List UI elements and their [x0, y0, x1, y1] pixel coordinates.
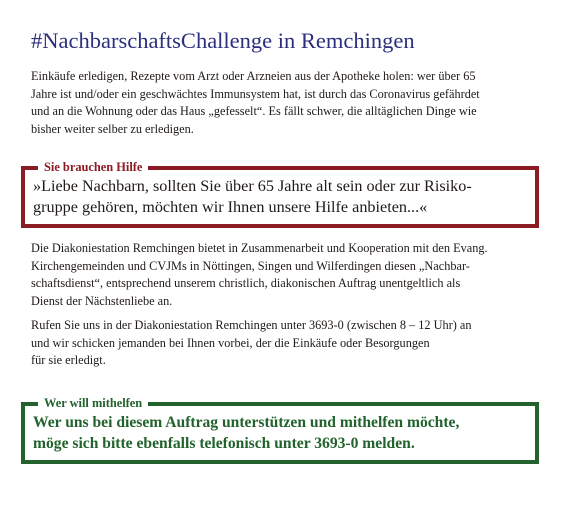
diakonie-paragraph — [31, 240, 531, 310]
diakonie-line: Die Diakoniestation Remchingen bietet in Zusammenarbeit und Kooperation mit den Evang. — [31, 241, 488, 255]
help-box-label: Sie brauchen Hilfe — [38, 159, 148, 175]
page-title: #NachbarschaftsChallenge in Remchingen — [31, 28, 415, 53]
call-line: und wir schicken jemanden bei Ihnen vorbei, der die Einkäufe oder Besorgungen — [31, 335, 430, 350]
helper-text-line: Wer uns bei diesem Auftrag unterstützen und mithelfen möchte, — [33, 414, 460, 431]
help-quote — [33, 176, 472, 218]
help-quote-line: »Liebe Nachbarn, sollten Sie über 65 Jahre alt sein oder zur Risiko- — [33, 177, 472, 195]
helper-box — [21, 396, 539, 464]
diakonie-line: Kirchengemeinden und CVJMs in Nöttingen, Singen und Wilferdingen diesen „Nachbar- — [31, 258, 470, 273]
call-paragraph — [31, 317, 531, 370]
intro-line: Jahre ist und/oder ein geschwächtes Immunsystem hat, ist durch das Coronavirus gefährdet — [31, 86, 480, 101]
call-line: Rufen Sie uns in der Diakoniestation Remchingen unter 3693-0 (zwischen 8 – 12 Uhr) an — [31, 318, 472, 332]
help-box — [21, 160, 539, 228]
help-quote-line: gruppe gehören, möchten wir Ihnen unsere Hilfe anbieten...« — [33, 198, 428, 216]
helper-box-label: Wer will mithelfen — [38, 395, 148, 411]
call-line: für sie erledigt. — [31, 353, 106, 368]
helper-text — [33, 412, 459, 454]
intro-line: und an die Wohnung oder das Haus „gefesselt“. Es fällt schwer, die alltäglichen Dinge wie — [31, 104, 477, 119]
intro-line: bisher weiter selber zu erledigen. — [31, 121, 194, 136]
diakonie-line: schaftsdienst“, entsprechend unserem christlich, diakonischen Auftrag unentgeltlich als — [31, 276, 461, 291]
helper-text-line: möge sich bitte ebenfalls telefonisch unter 3693-0 melden. — [33, 435, 415, 452]
intro-paragraph — [31, 68, 521, 138]
diakonie-line: Dienst der Nächstenliebe an. — [31, 293, 173, 308]
intro-line: Einkäufe erledigen, Rezepte vom Arzt oder Arzneien aus der Apotheke holen: wer über 65 — [31, 69, 476, 83]
